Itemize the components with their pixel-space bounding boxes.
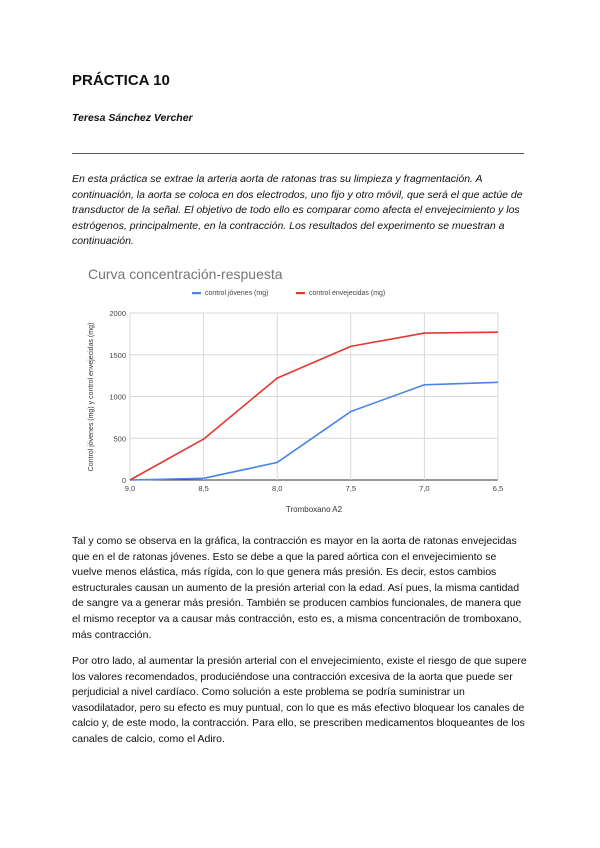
- y-tick-label: 0: [121, 476, 126, 485]
- x-tick-label: 7,5: [345, 484, 357, 493]
- y-tick-label: 1500: [109, 350, 126, 360]
- chart-title: Curva concentración-respuesta: [88, 266, 283, 282]
- y-axis-title: Control jóvenes (mg) y control envejecidas (mg): [88, 322, 95, 472]
- legend-label: control envejecidas (mg): [309, 290, 386, 297]
- x-axis-title: Tromboxano A2: [285, 505, 343, 514]
- x-tick-label: 8,0: [271, 484, 283, 493]
- y-tick-label: 500: [113, 434, 126, 444]
- legend-swatch: [192, 292, 201, 294]
- y-tick-label: 2000: [109, 309, 126, 318]
- x-tick-label: 7,0: [419, 484, 430, 493]
- horizontal-divider: [72, 153, 524, 154]
- legend-label: control jóvenes (mg): [205, 290, 269, 297]
- x-tick-label: 9,0: [124, 484, 136, 493]
- intro-paragraph: En esta práctica se extrae la arteria aorta de ratonas tras su limpieza y fragmentación. A continuación, la aorta se coloca en dos electrodos, uno fijo y otro móvil, que será el que actúe de transductor de la señal. El objetivo de todo ello es comparar como afecta el envejecimiento y los estrógenos, principalmente, en la contracción. Los resultados del experimento se muestran a continuación.: [72, 173, 523, 248]
- results-paragraph: Tal y como se observa en la gráfica, la contracción es mayor en la aorta de ratonas envejecidas que en el de ratonas jóvenes. Esto se debe a que la pared aórtica con el envejecimiento se vuelve menos elástica, más rígida, con lo que genera más presión. Es decir, estos cambios estructurales causan un aumento de la presión arterial con la edad. Así pues, la misma cantidad de sangre va a generar más presión. También se producen cambios funcionales, de manera que el mismo receptor va a causar más contracción, esto es, a misma concentración de tromboxano, más contracción.: [72, 535, 522, 641]
- page-title: PRÁCTICA 10: [72, 72, 170, 89]
- legend-swatch: [296, 292, 305, 294]
- x-tick-label: 6,5: [492, 484, 504, 493]
- author-name: Teresa Sánchez Vercher: [72, 112, 193, 124]
- x-tick-label: 8,5: [198, 484, 209, 493]
- concentration-response-chart: [72, 256, 528, 522]
- y-tick-label: 1000: [109, 392, 126, 402]
- discussion-paragraph: Por otro lado, al aumentar la presión arterial con el envejecimiento, existe el riesgo de que supere los valores recomendados, produciéndose una contracción excesiva de la aorta que puede ser perjudicial a nivel cardíaco. Como solución a este problema se podría suministrar un vasodilatador, pero su efecto es muy puntual, con lo que es más efectivo bloquear los canales de calcio y, de este modo, la contracción. Para ello, se prescriben medicamentos bloqueantes de los canales de calcio, como el Adiro.: [72, 655, 527, 745]
